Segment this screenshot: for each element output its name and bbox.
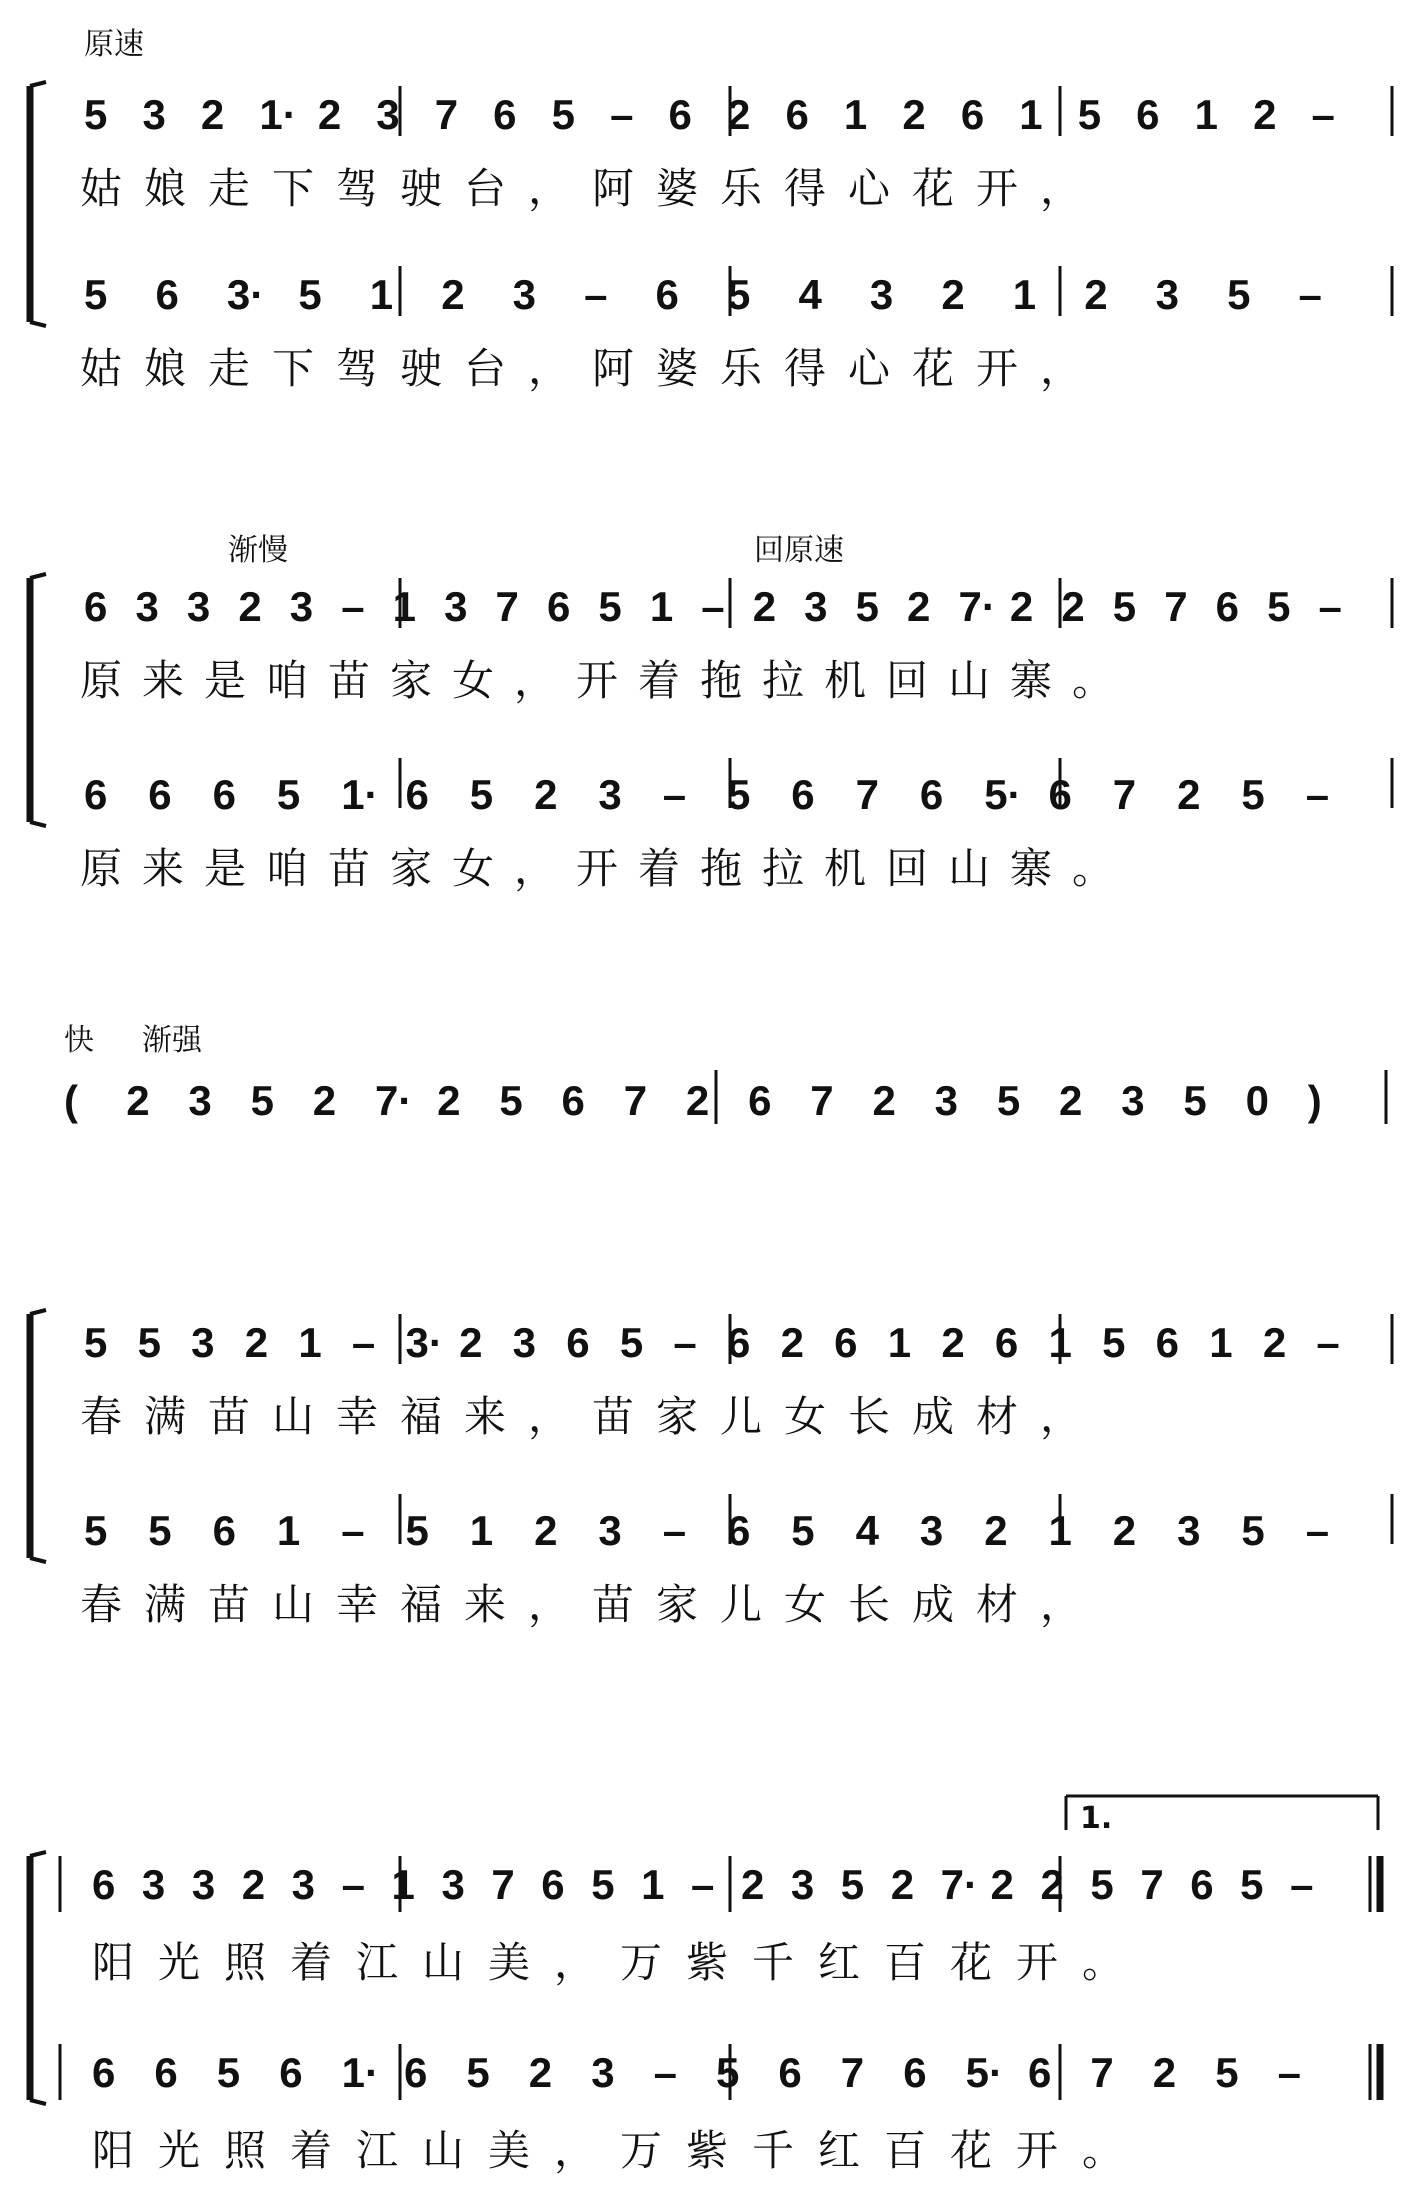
note-token: 6 xyxy=(727,1319,751,1366)
note-token: – xyxy=(610,91,634,138)
note-token: 3 xyxy=(869,271,894,318)
note-token: 5 xyxy=(499,1077,523,1124)
note-token: 6 xyxy=(566,1319,590,1366)
note-token: 5 xyxy=(791,1507,815,1554)
note-token: – xyxy=(701,583,725,630)
note-token: 5 xyxy=(84,1319,108,1366)
note-token: 6 xyxy=(1190,1861,1214,1908)
note-token: 2 xyxy=(441,271,465,318)
note-token: – xyxy=(1290,1861,1314,1908)
note-token: 3 xyxy=(790,1861,815,1908)
note-token: 2 xyxy=(534,771,558,818)
note-token: ) xyxy=(1307,1077,1322,1124)
volta-first-ending: 1. xyxy=(1080,1801,1113,1836)
note-token: 2 xyxy=(534,1507,558,1554)
note-token: – xyxy=(341,1507,365,1554)
note-token: 6 xyxy=(1048,771,1072,818)
lyric-line-2-upper: 原来是咱苗家女，开着拖拉机回山寨。 xyxy=(80,656,1135,705)
note-token: 6 xyxy=(748,1077,772,1124)
lyric-line-4-upper: 阳光照着江山美，万紫千红百花开。 xyxy=(92,1938,1149,1987)
note-token: 3 xyxy=(141,1861,166,1908)
note-token: – xyxy=(584,271,608,318)
direction-tempo-primo: 原速 xyxy=(84,27,144,62)
note-token: 1 xyxy=(1012,271,1037,318)
note-token: 6 xyxy=(212,771,236,818)
note-token: 7 xyxy=(495,583,519,630)
note-token: – xyxy=(341,1861,365,1908)
note-token: 5 xyxy=(727,271,751,318)
note-token: 6 xyxy=(561,1077,585,1124)
note-token: 5 xyxy=(250,1077,274,1124)
note-token: – xyxy=(662,771,687,818)
note-token: 2 xyxy=(780,1319,804,1366)
note-token: – xyxy=(1277,2049,1301,2096)
note-token: – xyxy=(351,1319,376,1366)
note-token: 1· xyxy=(341,771,379,818)
system-bracket-3-top-hook xyxy=(30,1310,46,1314)
note-token: 6 xyxy=(148,771,172,818)
note-token: 2 xyxy=(941,1319,965,1366)
note-token: 3 xyxy=(291,1861,316,1908)
note-token: 6 xyxy=(212,1507,236,1554)
note-token: 1 xyxy=(1048,1319,1072,1366)
note-token: 5 xyxy=(855,583,879,630)
note-token: 2 xyxy=(244,1319,269,1366)
note-token: 3 xyxy=(135,583,159,630)
lyric-line-3-upper: 春满苗山幸福来，苗家儿女长成材， xyxy=(80,1392,1105,1441)
note-token: 2 xyxy=(1177,771,1201,818)
note-token: 3 xyxy=(1177,1507,1201,1554)
note-token: 6 xyxy=(84,771,108,818)
note-token: 6 xyxy=(546,583,571,630)
note-token: 3 xyxy=(142,91,166,138)
note-token: 2 xyxy=(1262,1319,1287,1366)
note-token: – xyxy=(1298,271,1322,318)
lyric-line-4-lower: 阳光照着江山美，万紫千红百花开。 xyxy=(92,2126,1149,2175)
note-token: 2 xyxy=(1152,2049,1177,2096)
note-token: – xyxy=(1305,1507,1330,1554)
note-token: 5 xyxy=(405,1507,429,1554)
note-token: 6 xyxy=(541,1861,565,1908)
note-token: 1 xyxy=(369,271,394,318)
note-token: 1 xyxy=(641,1861,665,1908)
system-bracket-1-bottom-hook xyxy=(30,322,46,326)
note-token: 3 xyxy=(512,1319,537,1366)
note-token: 6 xyxy=(84,583,108,630)
note-token: 3 xyxy=(591,2049,615,2096)
note-token: 2 xyxy=(1112,1507,1137,1554)
note-token: 1 xyxy=(391,1861,415,1908)
note-token: 5 xyxy=(1241,771,1265,818)
note-token: 7 xyxy=(1140,1861,1164,1908)
note-token: 5 xyxy=(716,2049,740,2096)
lyric-line-1-upper: 姑娘走下驾驶台，阿婆乐得心花开， xyxy=(80,164,1105,213)
note-token: 7 xyxy=(1164,583,1188,630)
note-token: 0 xyxy=(1245,1077,1269,1124)
note-token: 1 xyxy=(1209,1319,1233,1366)
note-token: 6 xyxy=(960,91,985,138)
note-token: 1 xyxy=(1194,91,1218,138)
note-token: 3 xyxy=(1121,1077,1145,1124)
note-token: 3 xyxy=(598,1507,622,1554)
note-token: 2 xyxy=(890,1861,915,1908)
note-token: 2 xyxy=(872,1077,896,1124)
note-token: 5 xyxy=(840,1861,865,1908)
note-token: 5 xyxy=(137,1319,161,1366)
note-token: 6 xyxy=(405,771,429,818)
note-token: 7· xyxy=(374,1077,413,1124)
note-token: 6 xyxy=(154,2049,178,2096)
note-token: 2 xyxy=(437,1077,461,1124)
note-token: 7 xyxy=(810,1077,834,1124)
note-token: 3 xyxy=(191,1861,216,1908)
note-token: 6 xyxy=(1028,2049,1052,2096)
note-token: 3 xyxy=(186,583,211,630)
note-token: 2 xyxy=(752,583,777,630)
note-token: 1 xyxy=(649,583,674,630)
note-token: 2 xyxy=(317,91,342,138)
note-token: 4 xyxy=(855,1507,879,1554)
note-token: 2 xyxy=(528,2049,553,2096)
note-token: 6 xyxy=(1155,1319,1180,1366)
note-token: 2 xyxy=(907,583,931,630)
note-token: 6 xyxy=(1136,91,1160,138)
note-token: 3· xyxy=(405,1319,443,1366)
note-token: 5· xyxy=(965,2049,1003,2096)
note-token: 5 xyxy=(1102,1319,1126,1366)
system-bracket-4-bottom-hook xyxy=(30,2100,46,2104)
note-token: 5 xyxy=(1240,1861,1264,1908)
note-token: 6 xyxy=(791,771,815,818)
note-token: 1 xyxy=(1019,91,1043,138)
note-token: 5 xyxy=(1183,1077,1207,1124)
direction-rit: 渐慢 xyxy=(228,533,288,568)
note-token: 5 xyxy=(1227,271,1251,318)
note-token: 5 xyxy=(298,271,322,318)
note-token: 1· xyxy=(341,2049,379,2096)
note-token: 3 xyxy=(191,1319,215,1366)
note-token: 5 xyxy=(84,271,108,318)
note-token: 2 xyxy=(312,1077,337,1124)
note-token: 5 xyxy=(84,1507,108,1554)
note-token: 1 xyxy=(887,1319,912,1366)
note-token: 2 xyxy=(902,91,926,138)
note-token: 5 xyxy=(466,2049,490,2096)
note-token: 5 xyxy=(1241,1507,1265,1554)
note-token: 5 xyxy=(1077,91,1102,138)
note-token: 3 xyxy=(919,1507,944,1554)
note-token: 2 xyxy=(941,271,965,318)
note-token: 6 xyxy=(493,91,517,138)
note-token: 5 xyxy=(727,771,751,818)
note-token: 7 xyxy=(491,1861,515,1908)
note-token: 6 xyxy=(834,1319,858,1366)
note-token: 7 xyxy=(623,1077,648,1124)
note-token: 2 xyxy=(984,1507,1008,1554)
note-token: 2 xyxy=(241,1861,266,1908)
note-token: 6 xyxy=(404,2049,428,2096)
note-token: 1· xyxy=(259,91,297,138)
note-token: 7 xyxy=(1090,2049,1114,2096)
note-token: 5 xyxy=(591,1861,615,1908)
note-token: 2 xyxy=(1040,1861,1064,1908)
note-token: 5 xyxy=(1112,583,1137,630)
note-token: 1 xyxy=(843,91,868,138)
note-token: 4 xyxy=(798,271,822,318)
note-token: 2 xyxy=(1084,271,1108,318)
note-token: 7 xyxy=(434,91,459,138)
note-token: 3 xyxy=(376,91,400,138)
note-token: 1 xyxy=(392,583,416,630)
note-token: – xyxy=(691,1861,715,1908)
note-token: 7· xyxy=(940,1861,978,1908)
system-bracket-2-bottom-hook xyxy=(30,822,46,826)
direction-cresc: 渐强 xyxy=(142,1023,202,1058)
note-token: 3 xyxy=(444,583,468,630)
note-token: 2 xyxy=(1009,583,1034,630)
note-token: 6 xyxy=(668,91,692,138)
note-token: 5 xyxy=(469,771,494,818)
note-token: 5 xyxy=(1090,1861,1114,1908)
note-token: 2 xyxy=(685,1077,710,1124)
note-token: 1 xyxy=(469,1507,494,1554)
note-token: 7 xyxy=(1112,771,1137,818)
lyric-line-2-lower: 原来是咱苗家女，开着拖拉机回山寨。 xyxy=(80,844,1135,893)
note-token: 5 xyxy=(996,1077,1021,1124)
note-token: 7 xyxy=(840,2049,865,2096)
note-token: 5 xyxy=(551,91,575,138)
note-token: 3 xyxy=(934,1077,959,1124)
note-token: 7· xyxy=(958,583,996,630)
note-token: 3 xyxy=(441,1861,465,1908)
note-token: 5 xyxy=(148,1507,172,1554)
note-token: 6 xyxy=(655,271,679,318)
system-bracket-4-top-hook xyxy=(30,1852,46,1856)
note-token: 3 xyxy=(804,583,828,630)
note-token: – xyxy=(1318,583,1342,630)
direction-a-tempo: 回原速 xyxy=(754,533,844,568)
note-token: 6 xyxy=(1215,583,1240,630)
note-token: 5 xyxy=(598,583,622,630)
note-token: 6 xyxy=(155,271,179,318)
system-bracket-2-top-hook xyxy=(30,574,46,578)
note-token: 6 xyxy=(778,2049,802,2096)
lyric-line-3-lower: 春满苗山幸福来，苗家儿女长成材， xyxy=(80,1580,1105,1629)
note-token: 1 xyxy=(276,1507,301,1554)
note-token: 2 xyxy=(126,1077,150,1124)
note-token: – xyxy=(1316,1319,1340,1366)
note-token: – xyxy=(653,2049,677,2096)
lyric-line-1-lower: 姑娘走下驾驶台，阿婆乐得心花开， xyxy=(80,344,1105,393)
direction-fast: 快 xyxy=(64,1023,94,1058)
note-token: 2 xyxy=(459,1319,483,1366)
note-token: 6 xyxy=(92,2049,116,2096)
note-token: 2 xyxy=(990,1861,1014,1908)
note-token: 6 xyxy=(919,771,944,818)
note-token: 6 xyxy=(92,1861,116,1908)
note-token: 1 xyxy=(298,1319,322,1366)
note-token: 2 xyxy=(1061,583,1085,630)
note-token: 3 xyxy=(1155,271,1180,318)
note-token: 5 xyxy=(216,2049,241,2096)
note-token: 2 xyxy=(200,91,225,138)
note-token: 5 xyxy=(619,1319,644,1366)
note-token: 3 xyxy=(598,771,622,818)
note-token: 2 xyxy=(238,583,262,630)
note-token: 6 xyxy=(727,1507,751,1554)
note-token: – xyxy=(341,583,365,630)
note-token: 2 xyxy=(1253,91,1277,138)
system-bracket-1-top-hook xyxy=(30,82,46,86)
note-token: – xyxy=(1311,91,1335,138)
note-token: 5· xyxy=(984,771,1022,818)
note-token: ( xyxy=(64,1077,78,1124)
note-token: 6 xyxy=(994,1319,1019,1366)
note-token: 2 xyxy=(1059,1077,1083,1124)
note-token: 3 xyxy=(188,1077,212,1124)
note-token: 3 xyxy=(289,583,314,630)
note-token: 2 xyxy=(727,91,751,138)
note-token: 5 xyxy=(1267,583,1291,630)
note-token: – xyxy=(1305,771,1330,818)
note-token: 6 xyxy=(279,2049,303,2096)
note-token: 5 xyxy=(84,91,108,138)
note-token: 1 xyxy=(1048,1507,1072,1554)
note-token: 5 xyxy=(1215,2049,1239,2096)
note-token: 6 xyxy=(903,2049,927,2096)
note-token: – xyxy=(673,1319,697,1366)
note-token: – xyxy=(662,1507,687,1554)
note-token: 5 xyxy=(276,771,301,818)
note-token: 6 xyxy=(785,91,809,138)
note-token: 2 xyxy=(740,1861,765,1908)
note-token: 7 xyxy=(855,771,879,818)
note-token: 3· xyxy=(226,271,265,318)
system-bracket-3-bottom-hook xyxy=(30,1558,46,1562)
note-token: 3 xyxy=(512,271,537,318)
